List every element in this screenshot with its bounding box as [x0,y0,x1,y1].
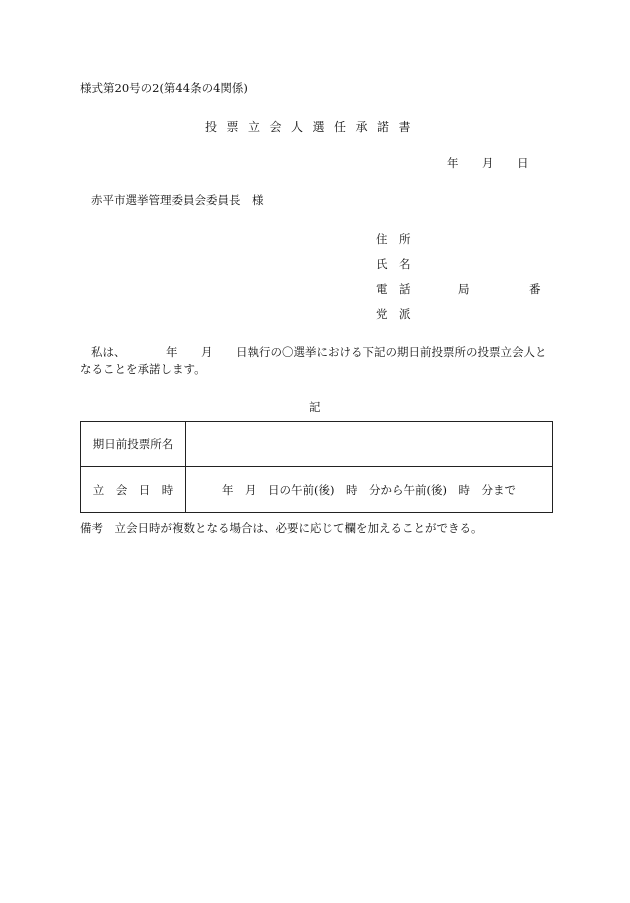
phone-label: 電 話 [376,282,411,296]
remarks-note: 備考 立会日時が複数となる場合は、必要に応じて欄を加えることができる。 [80,521,483,535]
form-number: 様式第20号の2(第44条の4関係) [80,81,248,95]
table-row [81,422,553,467]
date-month: 月 [482,156,494,170]
document-title: 投票立会人選任承諾書 [205,120,421,134]
polling-place-value [186,422,553,467]
phone-exchange-label: 局 [458,282,470,296]
phone-number-label: 番 [529,282,541,296]
date-day: 日 [517,156,529,170]
address-label: 住 所 [376,232,411,246]
statement-intro: 私は、 [91,345,126,359]
addressee: 赤平市選挙管理委員会委員長 様 [91,193,264,207]
party-label: 党 派 [376,307,411,321]
statement-line-2: なることを承諾します。 [80,362,206,376]
statement-year: 年 [166,345,178,359]
attendance-datetime-value: 年 月 日の午前(後) 時 分から午前(後) 時 分まで [186,467,553,513]
ki-heading: 記 [309,400,321,414]
record-table [80,421,553,513]
table-row [81,467,553,513]
date-year: 年 [447,156,459,170]
polling-place-label: 期日前投票所名 [81,422,186,467]
statement-month: 月 [201,345,213,359]
statement-rest: 日執行の〇選挙における下記の期日前投票所の投票立会人と [236,345,547,359]
name-label: 氏 名 [376,257,411,271]
attendance-datetime-label: 立 会 日 時 [81,467,186,513]
